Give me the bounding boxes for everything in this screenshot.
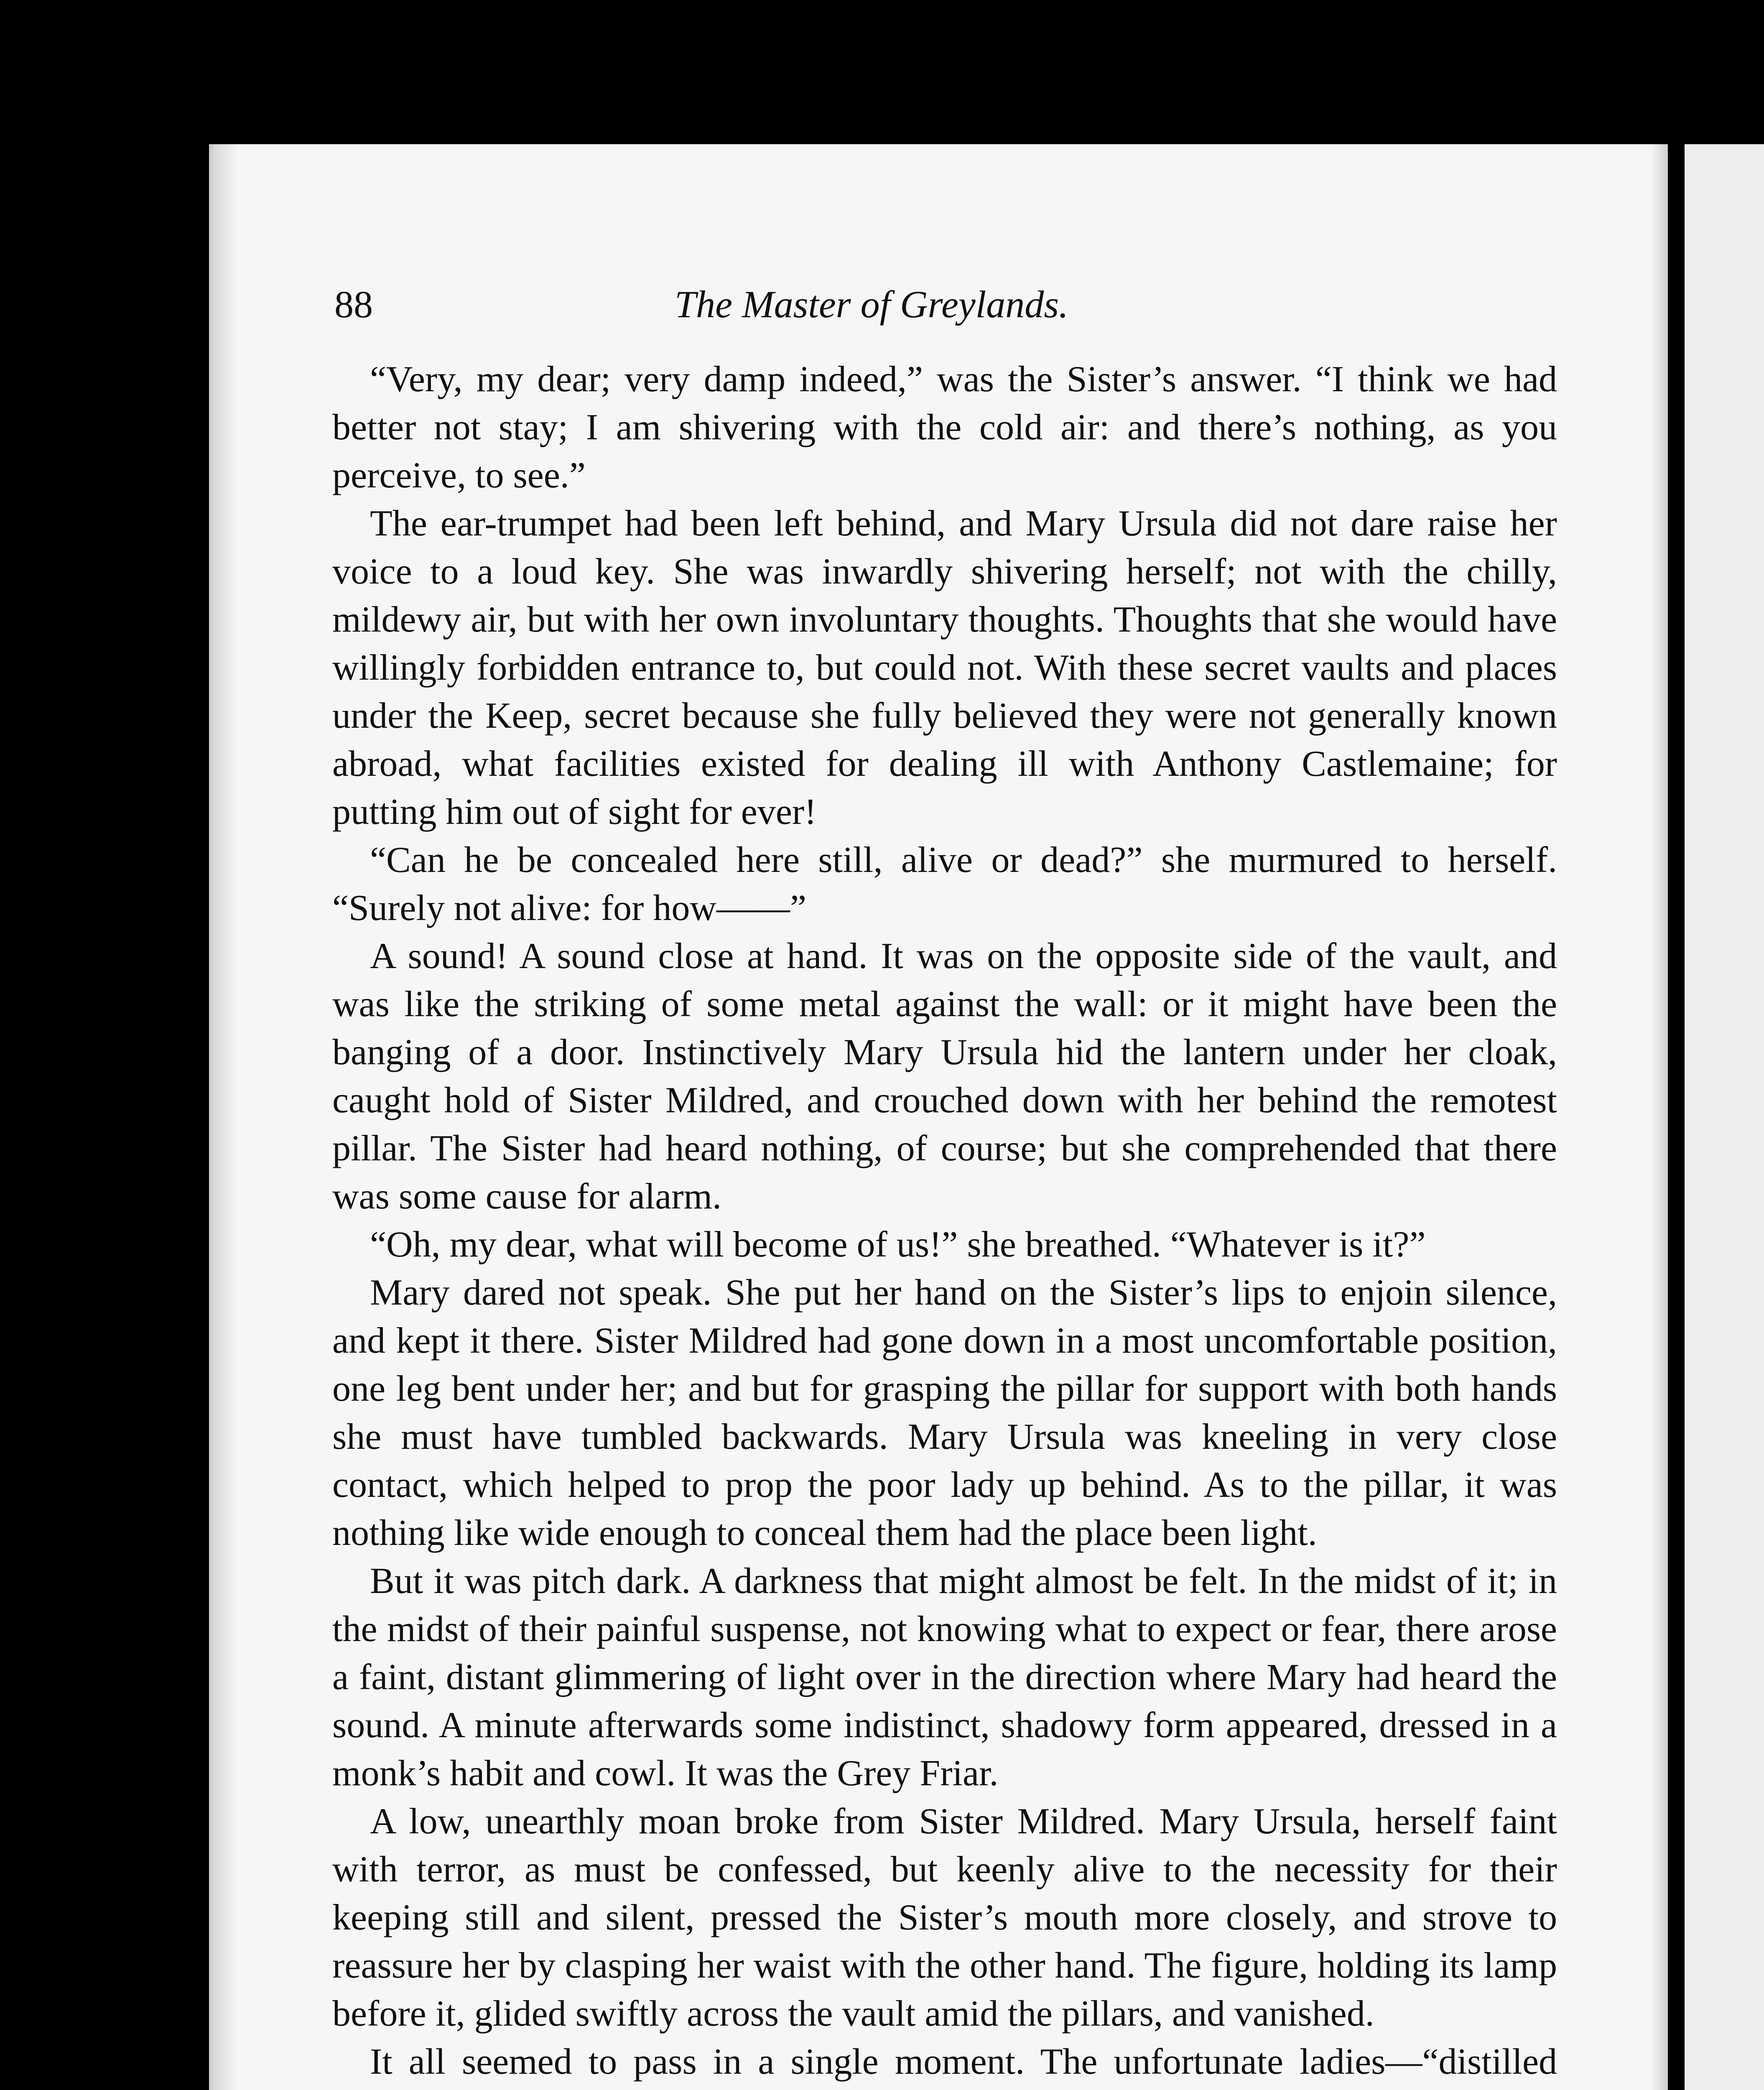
paragraph: “Can he be concealed here still, alive or dead?” she murmured to herself. “Surely not alive: for how——” bbox=[332, 840, 1557, 928]
page-edge-shadow bbox=[1651, 144, 1668, 2090]
book-page bbox=[209, 144, 1668, 2090]
page-number: 88 bbox=[334, 283, 373, 326]
paragraph: “Oh, my dear, what will become of us!” she breathed. “Whatever is it?” bbox=[370, 1224, 1426, 1265]
body-text bbox=[332, 355, 1557, 2090]
gutter-shadow bbox=[213, 144, 238, 2090]
paragraph: A sound! A sound close at hand. It was on the opposite side of the vault, and was like the striking of some metal against the wall: or it might have been the banging of a door. Instinctively Mary Ursula hid the lantern under her cloak, caught hold of Sister Mildred, and crouched down with her behind the remotest pillar. The Sister had heard nothing, of course; but she comprehended that there was some cause for alarm. bbox=[332, 936, 1557, 1217]
paragraph: “Very, my dear; very damp indeed,” was the Sister’s answer. “I think we had better not stay; I am shivering with the cold air: and there’s nothing, as you perceive, to see.” bbox=[332, 359, 1557, 496]
paragraph: The ear-trumpet had been left behind, and Mary Ursula did not dare raise her voice to a loud key. She was inwardly shivering herself; not with the chilly, mildewy air, but with her own involuntary thoughts. Thoughts that she would have willingly forbidden entrance to, but could not. With these secret vaults and places under the Keep, secret because she fully believed they were not generally known abroad, what facilities existed for dealing ill with Anthony Castlemaine; for putting him out of sight for ever! bbox=[332, 503, 1557, 832]
paragraph: It all seemed to pass in a single moment. The unfortunate ladies—“distilled bbox=[370, 2042, 1557, 2082]
running-title: The Master of Greylands. bbox=[674, 283, 1069, 326]
paragraph: But it was pitch dark. A darkness that might almost be felt. In the midst of it; in the midst of their painful suspense, not knowing what to expect or fear, there arose a faint, distant glimmering of light over in the direction where Mary had heard the sound. A minute afterwards some indistinct, shadowy form appeared, dressed in a monk’s habit and cowl. It was the Grey Friar. bbox=[332, 1561, 1557, 1794]
facing-page-edge bbox=[1685, 144, 1764, 2090]
paragraph: A low, unearthly moan broke from Sister Mildred. Mary Ursula, herself faint with terror, as must be confessed, but keenly alive to the necessity for their keeping still and silent, pressed the Sister’s mouth more closely, and strove to reassure her by clasping her waist with the other hand. The figure, holding its lamp before it, glided swiftly across the vault amid the pillars, and vanished. bbox=[332, 1801, 1557, 2034]
paragraph: Mary dared not speak. She put her hand on the Sister’s lips to enjoin silence, and kept it there. Sister Mildred had gone down in a most uncomfortable position, one leg bent under her; and but for grasping the pillar for support with both hands she must have tumbled backwards. Mary Ursula was kneeling in very close contact, which helped to prop the poor lady up behind. As to the pillar, it was nothing like wide enough to conceal them had the place been light. bbox=[332, 1272, 1557, 1553]
running-header bbox=[334, 282, 1409, 341]
